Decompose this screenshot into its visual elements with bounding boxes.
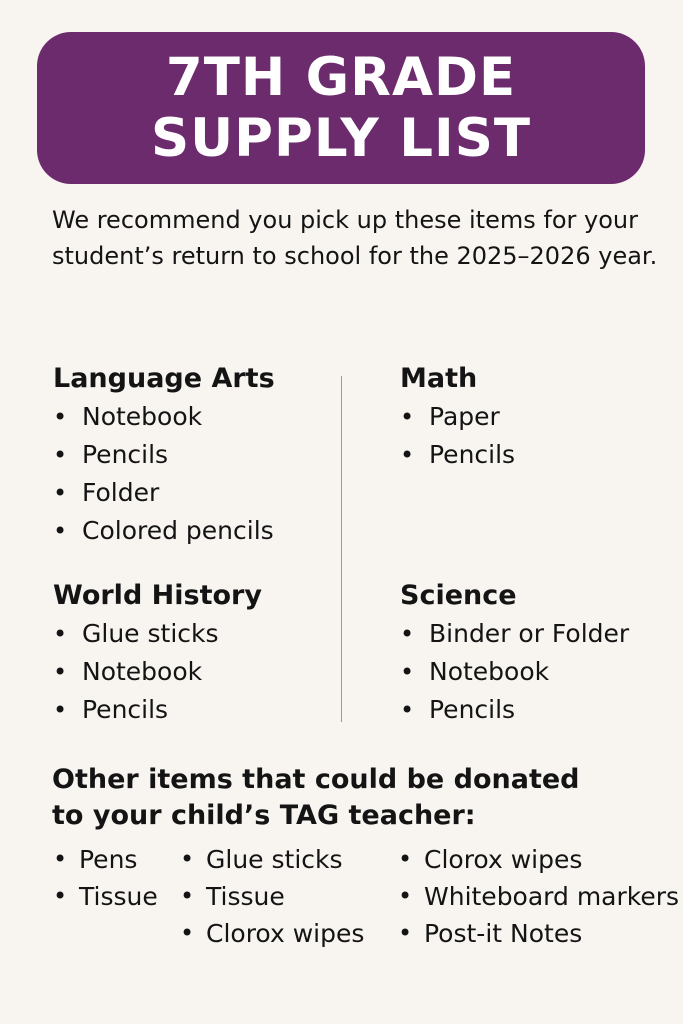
list-item: • Notebook [53,653,262,691]
list-item: • Notebook [400,653,629,691]
title-banner [37,32,645,184]
item-list [53,615,262,729]
list-item: • Tissue [53,878,158,915]
intro-text: We recommend you pick up these items for your student’s return to school for the 2025–2026 year. [52,206,658,270]
item-list [400,615,629,729]
donations-column-2 [180,841,364,952]
list-item: • Pens [53,841,158,878]
donations-heading [52,762,580,834]
list-item: • Folder [53,474,275,512]
list-item: • Paper [400,398,515,436]
list-item: • Pencils [53,436,275,474]
section-math [400,360,515,474]
list-item: • Clorox wipes [398,841,679,878]
list-item: • Glue sticks [53,615,262,653]
section-heading: Science [400,580,517,611]
list-item: • Notebook [53,398,275,436]
list-item: • Whiteboard markers [398,878,679,915]
list-item: • Pencils [53,691,262,729]
item-list [180,841,364,952]
list-item: • Colored pencils [53,512,275,550]
section-heading: Language Arts [53,363,275,394]
list-item: • Post-it Notes [398,915,679,952]
donations-heading-line-2: to your child’s TAG teacher: [52,800,476,831]
section-world-history [53,577,262,729]
item-list [53,841,158,915]
list-item: • Clorox wipes [180,915,364,952]
list-item: • Binder or Folder [400,615,629,653]
section-heading: Math [400,363,478,394]
item-list [398,841,679,952]
section-heading: World History [53,580,262,611]
list-item: • Tissue [180,878,364,915]
item-list [400,398,515,474]
section-science [400,577,629,729]
column-divider [341,376,342,722]
section-language-arts [53,360,275,550]
list-item: • Glue sticks [180,841,364,878]
donations-heading-line-1: Other items that could be donated [52,764,580,795]
donations-column-1 [53,841,158,915]
list-item: • Pencils [400,691,629,729]
list-item: • Pencils [400,436,515,474]
donations-column-3 [398,841,679,952]
title-line-1: 7TH GRADE [165,47,517,108]
title-line-2: SUPPLY LIST [150,108,532,169]
item-list [53,398,275,550]
